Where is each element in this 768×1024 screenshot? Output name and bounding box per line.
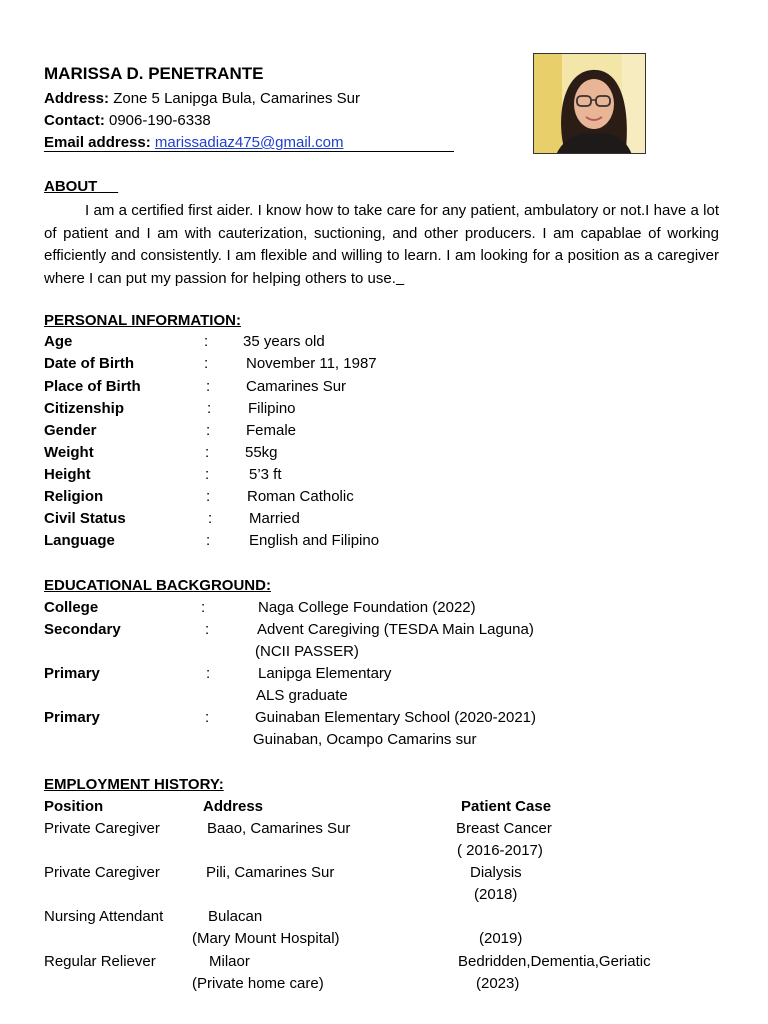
colon-separator: : (206, 665, 211, 682)
personal-label: Date of Birth (44, 355, 134, 372)
employment-address: Pili, Camarines Sur (206, 864, 335, 881)
colon-separator: : (201, 599, 206, 616)
employment-position: Nursing Attendant (44, 908, 164, 925)
personal-label: Height (44, 466, 91, 483)
colon-separator: : (206, 378, 211, 395)
profile-photo (533, 53, 646, 154)
personal-label: Religion (44, 488, 104, 505)
education-level: College (44, 599, 99, 616)
personal-value: Married (249, 510, 300, 527)
education-school: Guinaban Elementary School (2020-2021) (255, 709, 537, 726)
col-address-header: Address (203, 798, 264, 815)
personal-label: Place of Birth (44, 378, 141, 395)
employment-period: (2023) (476, 975, 520, 992)
resume-name: MARISSA D. PENETRANTE (44, 64, 264, 83)
personal-label: Gender (44, 422, 97, 439)
colon-separator: : (206, 422, 211, 439)
employment-address-detail: (Private home care) (192, 975, 324, 992)
personal-value: 55kg (245, 444, 278, 461)
col-position-header: Position (44, 798, 104, 815)
address-line (44, 90, 360, 108)
employment-patient-case: Breast Cancer (456, 820, 552, 837)
email-line (44, 134, 344, 152)
personal-value: Camarines Sur (246, 378, 347, 395)
education-school: Naga College Foundation (2022) (258, 599, 476, 616)
personal-value: Female (246, 422, 297, 439)
employment-position: Private Caregiver (44, 864, 160, 881)
email-label: Email address: (44, 134, 151, 151)
email-link[interactable]: marissadiaz475@gmail.com (154, 134, 344, 151)
education-level: Primary (44, 709, 100, 726)
employment-period: (2019) (479, 930, 523, 947)
employment-heading: EMPLOYMENT HISTORY: (44, 776, 224, 793)
colon-separator: : (205, 621, 210, 638)
education-detail: (NCII PASSER) (255, 643, 359, 660)
about-heading: ABOUT (44, 178, 98, 195)
colon-separator: : (206, 488, 211, 505)
employment-patient-case: Bedridden,Dementia,Geriatic (458, 953, 651, 970)
education-detail: Guinaban, Ocampo Camarins sur (253, 731, 477, 748)
employment-position: Private Caregiver (44, 820, 160, 837)
col-patient-case-header: Patient Case (461, 798, 552, 815)
personal-label: Age (44, 333, 73, 350)
colon-separator: : (204, 333, 209, 350)
education-level: Primary (44, 665, 100, 682)
education-school: Lanipga Elementary (258, 665, 392, 682)
colon-separator: : (204, 355, 209, 372)
address-value: Zone 5 Lanipga Bula, Camarines Sur (113, 90, 361, 107)
personal-label: Weight (44, 444, 94, 461)
education-school: Advent Caregiving (TESDA Main Laguna) (257, 621, 534, 638)
colon-separator: : (207, 400, 212, 417)
contact-value: 0906-190-6338 (109, 112, 211, 129)
personal-value: November 11, 1987 (246, 355, 377, 372)
employment-period: (2018) (474, 886, 518, 903)
employment-address: Baao, Camarines Sur (207, 820, 351, 837)
personal-value: 5’3 ft (249, 466, 282, 483)
employment-patient-case: Dialysis (470, 864, 522, 881)
personal-value: 35 years old (243, 333, 325, 350)
education-detail: ALS graduate (256, 687, 348, 704)
colon-separator: : (208, 510, 213, 527)
employment-period: ( 2016-2017) (457, 842, 543, 859)
personal-label: Language (44, 532, 115, 549)
employment-position: Regular Reliever (44, 953, 156, 970)
personal-info-heading: PERSONAL INFORMATION: (44, 312, 241, 329)
employment-address: Milaor (209, 953, 250, 970)
colon-separator: : (205, 709, 210, 726)
contact-label: Contact: (44, 112, 105, 129)
personal-label: Civil Status (44, 510, 126, 527)
address-label: Address: (44, 90, 110, 107)
education-level: Secondary (44, 621, 121, 638)
email-underline (44, 151, 454, 152)
personal-label: Citizenship (44, 400, 125, 417)
colon-separator: : (205, 444, 210, 461)
personal-value: Filipino (248, 400, 296, 417)
education-heading: EDUCATIONAL BACKGROUND: (44, 577, 271, 594)
personal-value: English and Filipino (249, 532, 380, 549)
colon-separator: : (205, 466, 210, 483)
personal-value: Roman Catholic (247, 488, 354, 505)
contact-line (44, 112, 211, 130)
employment-address-detail: (Mary Mount Hospital) (192, 930, 340, 947)
about-paragraph: I am a certified first aider. I know how to take care for any patient, ambulatory or not.I have a lot of patient and I am with cauterization, suctioning, and other producers. I am capablae of working efficiently and consistently. I am flexible and willing to learn. I am looking for a position as a caregiver where I can put my passion for helping others to use. (44, 202, 719, 287)
colon-separator: : (206, 532, 211, 549)
employment-address: Bulacan (208, 908, 263, 925)
